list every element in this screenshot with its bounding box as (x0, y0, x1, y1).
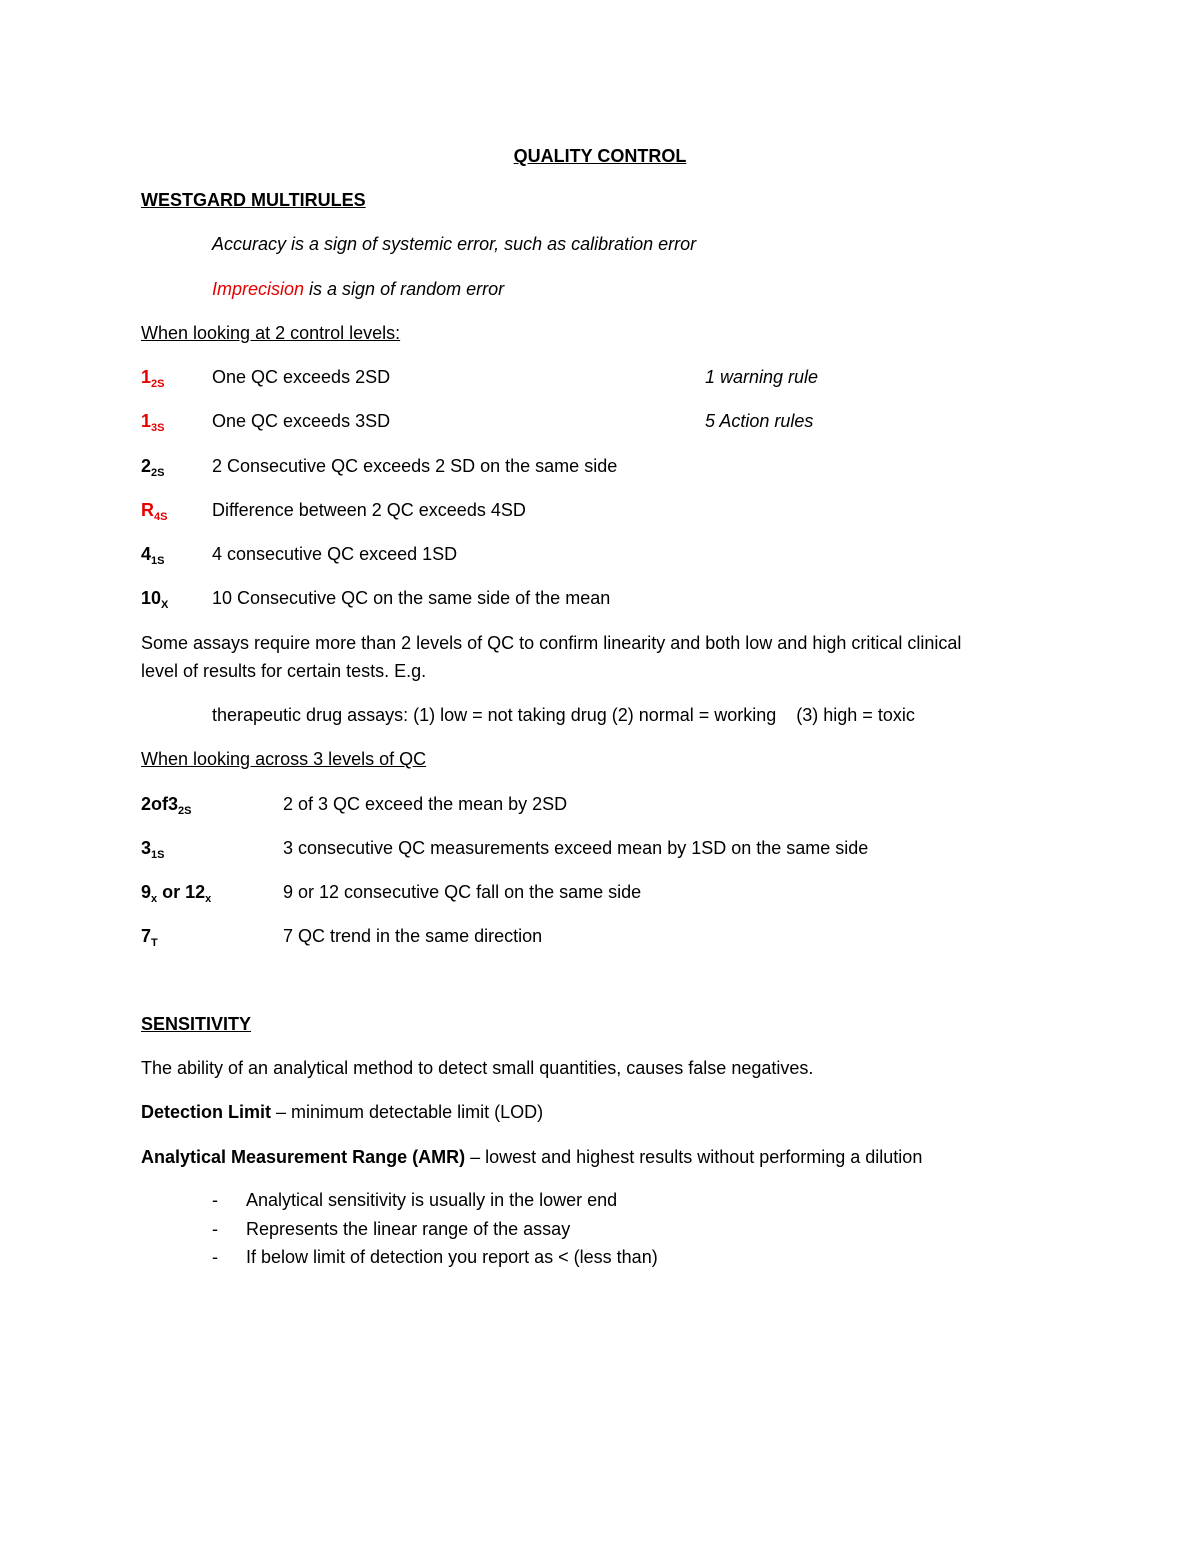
rule-desc-10-x: 10 Consecutive QC on the same side of the mean (212, 588, 611, 608)
rule-code-2of3-2s: $2of3_{2S}$ (141, 794, 192, 817)
rule-desc-1-2s: One QC exceeds 2SD (212, 367, 391, 387)
bullet-dash: - (212, 1190, 218, 1210)
bullet-dash: - (212, 1247, 218, 1267)
rule-code-1-3s: $1_{3S}$ (141, 411, 165, 434)
rule-code-4-1s: $4_{1S}$ (141, 544, 165, 567)
rule-desc-r-4s: Difference between 2 QC exceeds 4SD (212, 500, 526, 520)
rule-code-3-1s: $3_{1S}$ (141, 838, 165, 861)
bullet-text: Analytical sensitivity is usually in the lower end (246, 1190, 618, 1210)
detection-limit-line (141, 1101, 543, 1123)
amr-term: Analytical Measurement Range (AMR) (141, 1147, 466, 1167)
imprecision-line (212, 278, 504, 300)
rule-code-2-2s: $2_{2S}$ (141, 456, 165, 479)
rule-desc-4-1s: 4 consecutive QC exceed 1SD (212, 544, 458, 564)
rule-desc-1-3s: One QC exceeds 3SD (212, 411, 391, 431)
bullet-text: If below limit of detection you report as < (less than) (246, 1247, 658, 1267)
two-levels-heading: When looking at 2 control levels: (141, 323, 401, 343)
rule-note-action: 5 Action rules (705, 411, 814, 431)
sensitivity-definition: The ability of an analytical method to detect small quantities, causes false negatives. (141, 1058, 814, 1078)
rule-desc-7-t: 7 QC trend in the same direction (283, 926, 543, 946)
rule-desc-2of3-2s: 2 of 3 QC exceed the mean by 2SD (283, 794, 568, 814)
detection-limit-term: Detection Limit (141, 1102, 272, 1122)
amr-line (141, 1146, 922, 1168)
detection-limit-desc: – minimum detectable limit (LOD) (271, 1102, 544, 1122)
westgard-heading: WESTGARD MULTIRULES (141, 190, 366, 210)
imprecision-word: Imprecision (212, 279, 305, 299)
assays-paragraph-line-2: level of results for certain tests. E.g. (141, 661, 427, 681)
document-title: QUALITY CONTROL (513, 146, 687, 166)
rule-desc-2-2s: 2 Consecutive QC exceeds 2 SD on the same side (212, 456, 618, 476)
three-levels-heading: When looking across 3 levels of QC (141, 749, 427, 769)
rule-code-9x-12x: $9_x$ or $12_x$ (141, 882, 212, 905)
rule-code-1-2s: $1_{2S}$ (141, 367, 165, 390)
assays-paragraph-line-1: Some assays require more than 2 levels of QC to confirm linearity and both low and high critical clinical (141, 633, 962, 653)
accuracy-line: Accuracy is a sign of systemic error, such as calibration error (212, 234, 697, 254)
imprecision-rest: is a sign of random error (304, 279, 505, 299)
bullet-text: Represents the linear range of the assay (246, 1219, 571, 1239)
sensitivity-heading: SENSITIVITY (141, 1014, 252, 1034)
rule-code-r-4s: $R_{4S}$ (141, 500, 168, 523)
rule-desc-9x-12x: 9 or 12 consecutive QC fall on the same side (283, 882, 642, 902)
bullet-dash: - (212, 1219, 218, 1239)
rule-desc-3-1s: 3 consecutive QC measurements exceed mean by 1SD on the same side (283, 838, 869, 858)
therapeutic-example: therapeutic drug assays: (1) low = not taking drug (2) normal = working (3) high = toxic (212, 705, 915, 725)
rule-code-10-x: $10_X$ (141, 588, 169, 611)
rule-note-warning: 1 warning rule (705, 367, 819, 387)
amr-desc: – lowest and highest results without performing a dilution (465, 1147, 923, 1167)
rule-code-7-t: $7_T$ (141, 926, 158, 949)
